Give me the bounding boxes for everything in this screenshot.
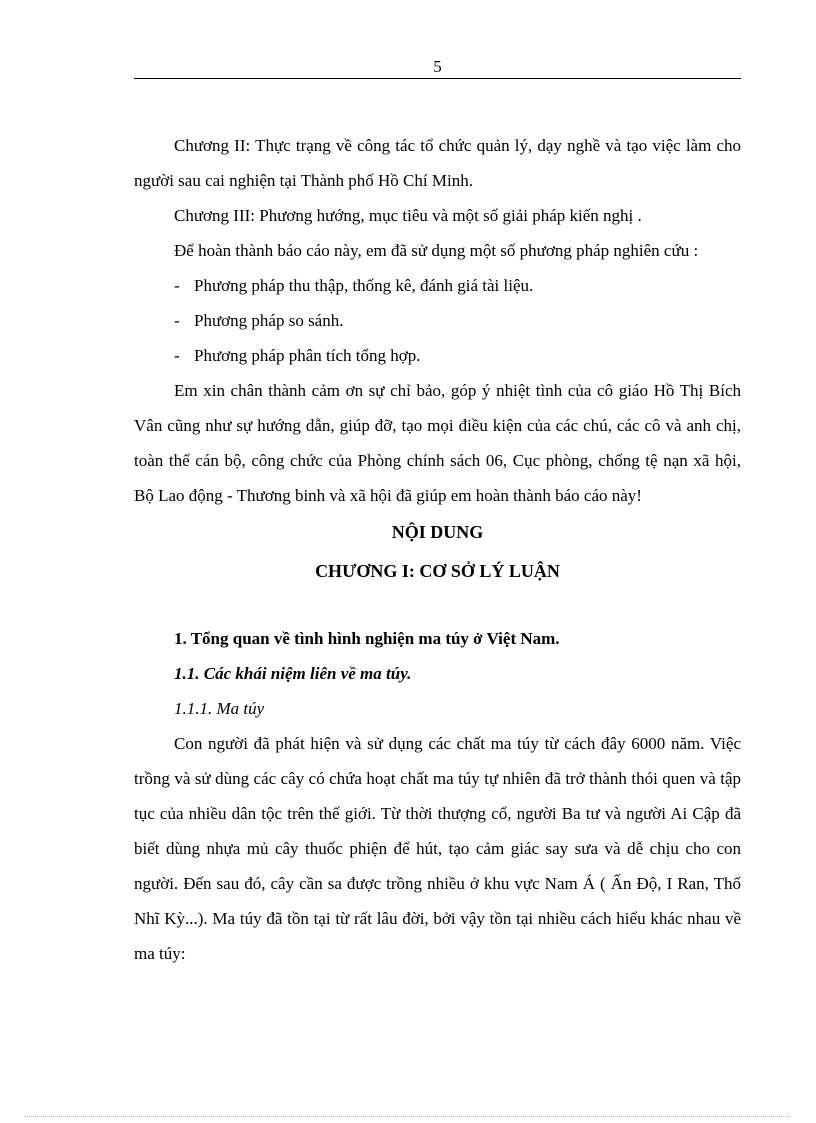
page-number: 5 <box>433 57 442 76</box>
method-list-item <box>134 268 741 303</box>
method-text: Phương pháp thu thập, thống kê, đánh giá tài liệu. <box>194 276 534 295</box>
list-dash: - <box>174 311 180 330</box>
body-paragraph: Con người đã phát hiện và sử dụng các chất ma túy từ cách đây 6000 năm. Việc trồng và sử dùng các cây có chứa hoạt chất ma túy tự nhiên đã trở thành thói quen và tập tục của nhiều dân tộc trên thế giới. Từ thời thượng cổ, người Ba tư và người Ai Cập đã biết dùng nhựa mủ cây thuốc phiện để hút, tạo cảm giác say sưa và dễ chịu cho con người. Đến sau đó, cây cần sa được trồng nhiều ở khu vực Nam Á ( Ấn Độ, I Ran, Thổ Nhĩ Kỳ...). Ma túy đã tồn tại từ rất lâu đời, bởi vậy tồn tại nhiều cách hiểu khác nhau về ma túy: <box>134 734 741 963</box>
content-title: NỘI DUNG <box>391 522 484 542</box>
method-list-item <box>134 338 741 373</box>
chapter-title: CHƯƠNG I: CƠ SỞ LÝ LUẬN <box>315 561 560 581</box>
section-1-1-1-heading: 1.1.1. Ma túy <box>174 699 265 718</box>
page-bottom-divider <box>24 1116 790 1117</box>
chapter-3-summary: Chương III: Phương hướng, mục tiêu và một số giải pháp kiến nghị . <box>174 206 642 225</box>
method-text: Phương pháp so sánh. <box>194 311 344 330</box>
list-dash: - <box>174 346 180 365</box>
document-body <box>134 128 741 971</box>
method-text: Phương pháp phân tích tổng hợp. <box>194 346 421 365</box>
section-1-1-heading: 1.1. Các khái niệm liên về ma túy. <box>174 664 412 683</box>
list-dash: - <box>174 276 180 295</box>
acknowledgement: Em xin chân thành cảm ơn sự chỉ bảo, góp ý nhiệt tình của cô giáo Hồ Thị Bích Vân cũng như sự hướng dẫn, giúp đỡ, tạo mọi điều kiện của các chú, các cô và anh chị, toàn thể cán bộ, công chức của Phòng chính sách 06, Cục phòng, chống tệ nạn xã hội, Bộ Lao động - Thương binh và xã hội đã giúp em hoàn thành báo cáo này! <box>134 381 741 505</box>
chapter-2-summary: Chương II: Thực trạng về công tác tổ chức quản lý, dạy nghề và tạo việc làm cho người sau cai nghiện tại Thành phố Hồ Chí Minh. <box>134 136 741 190</box>
section-1-heading: 1. Tổng quan về tình hình nghiện ma túy ở Việt Nam. <box>174 629 560 648</box>
methods-intro: Để hoàn thành báo cáo này, em đã sử dụng một số phương pháp nghiên cứu : <box>174 241 699 260</box>
method-list-item <box>134 303 741 338</box>
page-header <box>134 56 741 79</box>
